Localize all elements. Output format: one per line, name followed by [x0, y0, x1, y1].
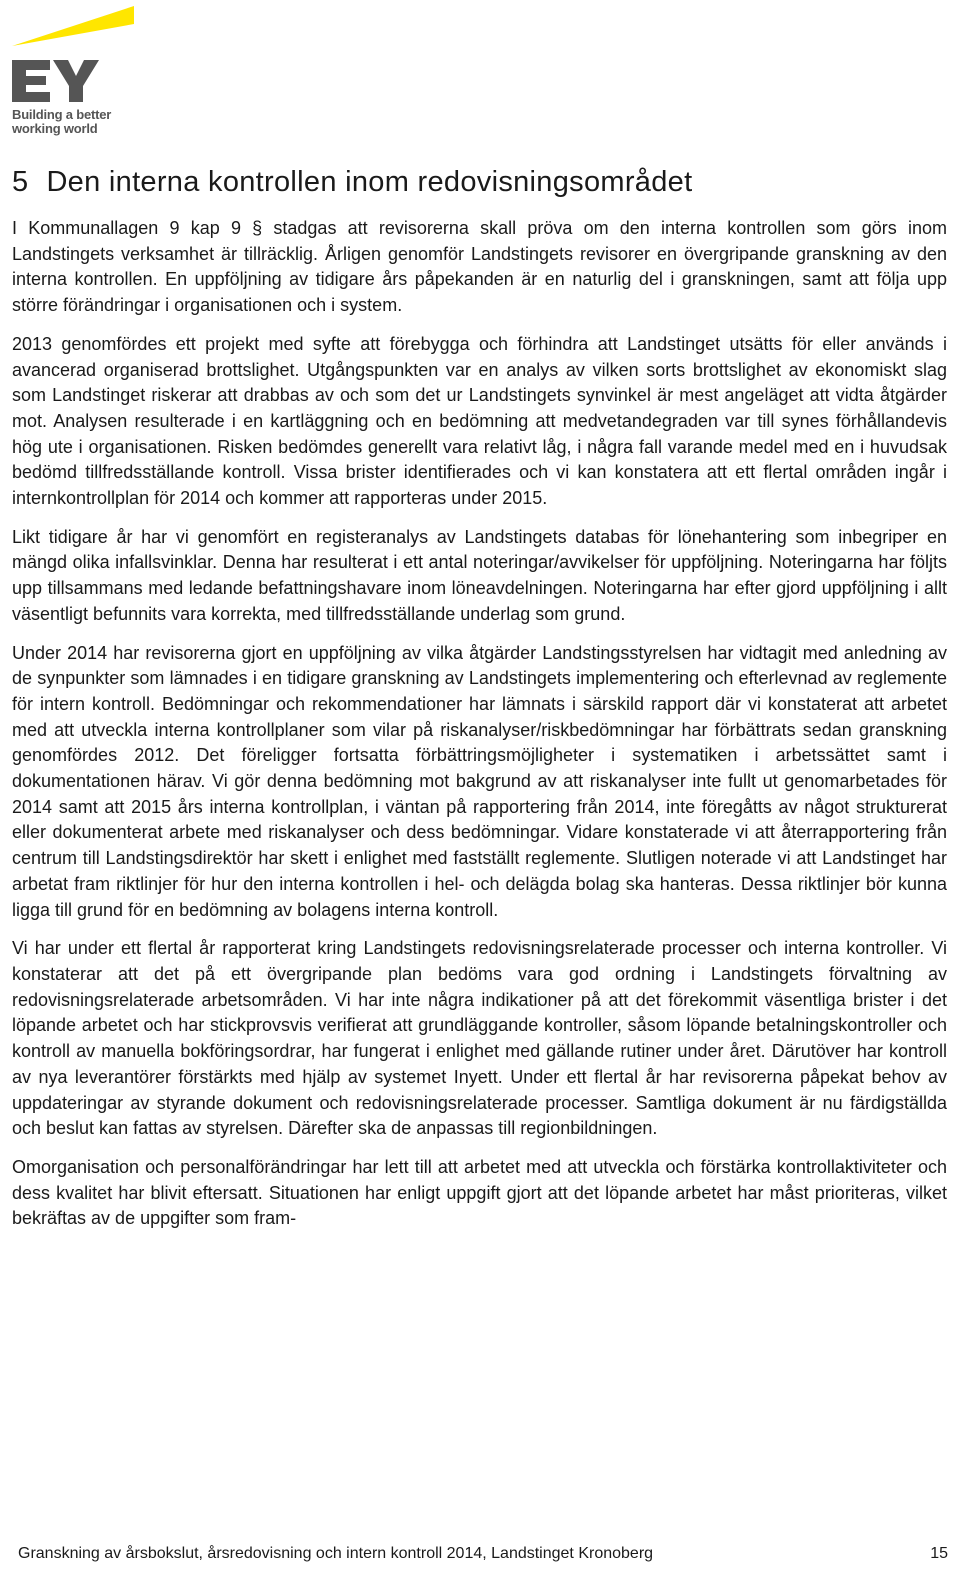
paragraph: I Kommunallagen 9 kap 9 § stadgas att revisorerna skall pröva om den interna kontrollen som görs inom Landstingets verksamhet är tillräcklig. Årligen genomför Landstingets revisorer en övergripande granskning av den interna kontrollen. En uppföljning av tidigare års påpekanden är en naturlig del i granskningen, samt att följa upp större förändringar i organisationen och i system. — [12, 218, 947, 316]
page-footer — [18, 1543, 948, 1565]
section-heading — [12, 164, 692, 200]
paragraph: Omorganisation och personalförändringar har lett till att arbetet med att utveckla och förstärka kontrollaktiviteter och dess kvalitet har blivit eftersatt. Situationen har enligt uppgift gjort att det löpande arbetet har måst prioriteras, vilket bekräftas av de uppgifter som fram- — [12, 1156, 947, 1229]
paragraph: Likt tidigare år har vi genomfört en registeranalys av Landstingets databas för lönehantering som inbegriper en mängd olika infallsvinklar. Denna har resulterat i ett antal noteringar/avvikelser för uppföljning. Noteringarna har följts upp tillsammans med ledande befattningshavare inom löneavdelningen. Noteringarna har efter gjord uppföljning i allt väsentligt befunnits vara korrekta, med tillfredsställande underlag som grund. — [12, 526, 947, 624]
paragraph: Under 2014 har revisorerna gjort en uppföljning av vilka åtgärder Landstingsstyrelsen har vidtagit med anledning av de synpunkter som lämnades i en tidigare granskning av Landstingets implementering och efterlevnad av reglemente för intern kontroll. Bedömningar och rekommendationer har lämnats i särskild rapport där vi konstaterat att arbetet med att utveckla interna kontrollplaner som vilar på riskanalyser/riskbedömningar har förbättrats sedan granskning genomfördes 2012. Det föreligger fortsatta förbättringsmöjligheter i systematiken i arbetssättet samt i dokumentationen härav. Vi gör denna bedömning mot bakgrund av att riskanalyser inte fullt ut genomarbetades för 2014 samt att 2015 års interna kontrollplan, i väntan på rapportering från 2014, inte föregåtts av något strukturerat eller dokumenterat arbete med riskanalyser och dess bedömningar. Vidare konstaterade vi att återrapportering från centrum till Landstingsdirektör har skett i enlighet med fastställt reglemente. Slutligen noterade vi att Landstinget har arbetat fram riktlinjer för hur den interna kontrollen i hel- och delägda bolag ska hanteras. Dessa riktlinjer bör kunna ligga till grund för en bedömning av bolagens interna kontroll. — [12, 642, 947, 920]
footer-title: Granskning av årsbokslut, årsredovisning och intern kontroll 2014, Landstinget Kronoberg — [18, 1545, 654, 1562]
logo-tagline — [12, 108, 111, 136]
paragraph: Vi har under ett flertal år rapporterat kring Landstingets redovisningsrelaterade processer och interna kontroller. Vi konstaterar att det på ett övergripande plan bedöms vara god ordning i Landstingets förvaltning av redovisningsrelaterade arbetsområden. Vi har inte några indikationer på att det förekommit väsentliga brister i det löpande arbetet och har stickprovsvis verifierat att grundläggande kontroller, såsom löpande betalningskontroller och kontroll av manuella bokföringsordrar, har fungerat i enlighet med gällande rutiner under året. Därutöver har kontroll av nya leverantörer förstärkts med hjälp av systemet Inyett. Under ett flertal år har revisorerna påpekat behov av uppdateringar av styrande dokument och redovisningsrelaterade processer. Samtliga dokument är nu färdigställda och beslut kan fattas av styrelsen. Därefter ska de anpassas till regionbildningen. — [12, 938, 947, 1139]
ey-logo — [10, 4, 140, 136]
section-number: 5 — [12, 166, 29, 198]
ey-logo-mark — [10, 4, 140, 104]
paragraph: 2013 genomfördes ett projekt med syfte att förebygga och förhindra att Landstinget utsätts för eller används i avancerad organiserad brottslighet. Utgångspunkten var en analys av vilken sorts brottslighet av ekonomiskt slag som Landstinget riskerar att drabbas av och som det ur Landstingets synvinkel är mest angeläget att vidta åtgärder mot. Analysen resulterade i en kartläggning och en bedömning att medvetandegraden var till synes förhållandevis hög ute i organisationen. Risken bedömdes generellt vara relativt låg, i några fall varande medel med en i huvudsak bedömd tillfredsställande kontroll. Vissa brister identifierades och vi kan konstatera att ett flertal områden ingår i internkontrollplan för 2014 och kommer att rapporteras under 2015. — [12, 333, 947, 509]
logo-tagline-line1: Building a better — [12, 107, 112, 122]
section-title: Den interna kontrollen inom redovisningsområdet — [46, 166, 693, 198]
body-text — [12, 216, 947, 1245]
page-number: 15 — [930, 1545, 948, 1562]
logo-tagline-line2: working world — [12, 121, 98, 136]
